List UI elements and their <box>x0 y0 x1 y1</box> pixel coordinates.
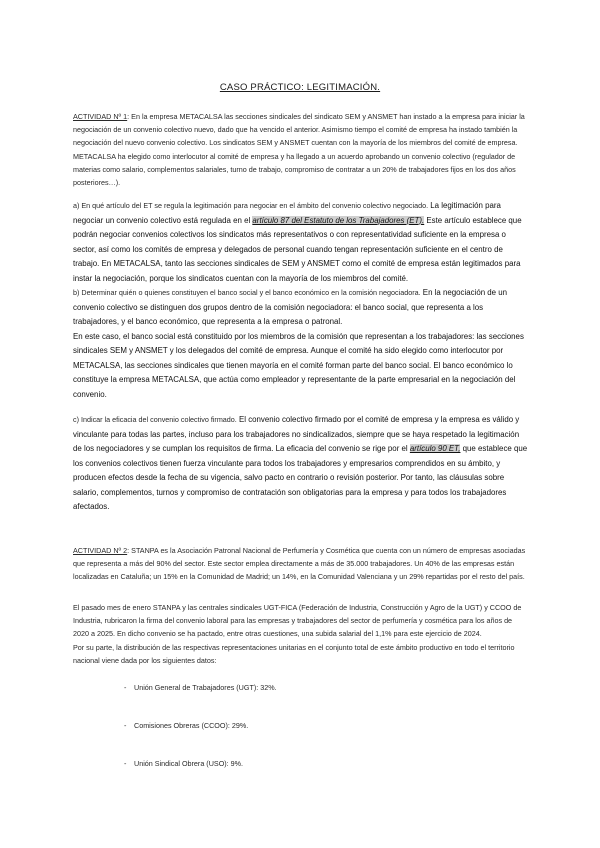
list-item: - Unión Sindical Obrera (USO): 9%. <box>124 759 244 768</box>
list-item-text: Comisiones Obreras (CCOO): 29%. <box>134 721 249 730</box>
document-title: CASO PRÁCTICO: LEGITIMACIÓN. <box>219 82 381 93</box>
list-item: - Unión General de Trabajadores (UGT): 32%. <box>124 683 277 692</box>
answer-a-part-1: La legitimación para negociar un convenio colectivo está regulada en el <box>73 201 501 225</box>
question-b: b) Determinar quién o quienes constituyen el banco social y el banco económico en la comisión negociadora. <box>73 288 421 297</box>
answer-b-part-1: En la negociación de un convenio colectivo se distinguen dos grupos dentro de la comisión negociadora: el banco social, que representa a los trabajadores, y el banco económico, que representa a la empresa o patronal. <box>73 288 508 326</box>
activity-2-label: ACTIVIDAD Nº 2 <box>73 546 128 555</box>
answer-a <box>73 199 528 286</box>
activity-1-label: ACTIVIDAD Nº 1 <box>73 112 128 121</box>
answer-c <box>73 413 528 515</box>
list-item-text: Unión General de Trabajadores (UGT): 32%. <box>134 683 277 692</box>
question-a: a) En qué artículo del ET se regula la legitimación para negociar en el ámbito del convenio colectivo negociado. <box>73 201 429 210</box>
answer-c-part-2: que establece que los convenios colectivos tienen fuerza vinculante para todos los trabajadores y empresarios comprendidos en su ámbito, y producen efectos desde la fecha de su vigencia, salvo pacto en contrario o revisión posterior. Por tanto, las cláusulas sobre salario, complementos, turnos y compromiso de contratación son obligatorias para la empresa y para todos los trabajadores afectados. <box>73 444 528 511</box>
list-item-text: Unión Sindical Obrera (USO): 9%. <box>134 759 244 768</box>
article-87-reference: artículo 87 del Estatuto de los Trabajadores (ET). <box>252 215 425 225</box>
activity-2-paragraph-2: El pasado mes de enero STANPA y las centrales sindicales UGT-FICA (Federación de Industria, Construcción y Agro de la UGT) y CCOO de Industria, rubricaron la firma del convenio laboral para las empresas y trabajadores del sector de perfumería y cosmética para los años de 2020 a 2025. En dicho convenio se ha pactado, entre otras cuestiones, una subida salarial del 1,1% para este ejercicio de 2024. <box>73 603 522 639</box>
activity-2-statement <box>73 544 528 584</box>
answer-b-part-2: En este caso, el banco social está constituido por los miembros de la comisión que representan a los trabajadores: las secciones sindicales SEM y ANSMET y los delegados del comité de empresa. Aunque el comité ha sido elegido como interlocutor por METACALSA, las secciones sindicales que tienen mayoría en el comité forman parte del banco social. El banco económico lo constituye la empresa METACALSA, que actúa como empleador y representante de la parte empresarial en la negociación del convenio. <box>73 331 524 399</box>
article-90-reference: artículo 90 ET, <box>409 444 461 453</box>
answer-a-part-2: Este artículo establece que podrán negociar convenios colectivos los sindicatos más representativos o con representatividad suficiente en la empresa o sector, así como los comités de empresa y delegados de personal cuando tengan representación suficiente en el centro de trabajo. En METACALSA, tanto las secciones sindicales de SEM y ANSMET como el comité de empresa están legitimados para instar la negociación, porque los sindicatos cuentan con la mayoría de los miembros del comité. <box>73 215 522 283</box>
question-c: c) Indicar la eficacia del convenio colectivo firmado. <box>73 415 237 424</box>
activity-1-statement <box>73 110 528 189</box>
answer-b <box>73 286 528 402</box>
list-item: - Comisiones Obreras (CCOO): 29%. <box>124 721 249 730</box>
activity-2-text: : STANPA es la Asociación Patronal Nacional de Perfumería y Cosmética que cuenta con un número de empresas asociadas que representa a más del 90% del sector. Este sector emplea directamente a más de 35.000 trabajadores. Un 40% de las empresas están localizadas en Cataluña; un 15% en la Comunidad de Madrid; un 14%, en la Comunidad Valenciana y un 29% repartidas por el resto del país. <box>73 546 526 582</box>
activity-2-paragraph-3: Por su parte, la distribución de las respectivas representaciones unitarias en el conjunto total de este ámbito productivo en todo el territorio nacional viene dada por los siguientes datos: <box>73 643 515 666</box>
answer-c-part-1: El convenio colectivo firmado por el comité de empresa y la empresa es válido y vinculante para todas las partes, incluso para los trabajadores no sindicalizados, siempre que se haya respetado la legitimación de los negociadores y se cumplan los requisitos de firma. La eficacia del convenio se rige por el <box>73 415 520 453</box>
activity-1-text: : En la empresa METACALSA las secciones sindicales del sindicato SEM y ANSMET han instado a la empresa para iniciar la negociación de un convenio colectivo nuevo, dado que ha vencido el anterior. Asimismo tiempo el comité de empresa ha instado también la negociación del nuevo convenio colectivo. Los sindicatos SEM y ANSMET cuentan con la mayoría de los miembros del comité de empresa. METACALSA ha elegido como interlocutor al comité de empresa y ha llegado a un acuerdo aprobando un convenio colectivo (regulador de materias como salario, complementos salariales, turno de trabajo, compromiso de contratar a un 20% de trabajadores fijos en los dos años posteriores…). <box>73 112 525 188</box>
